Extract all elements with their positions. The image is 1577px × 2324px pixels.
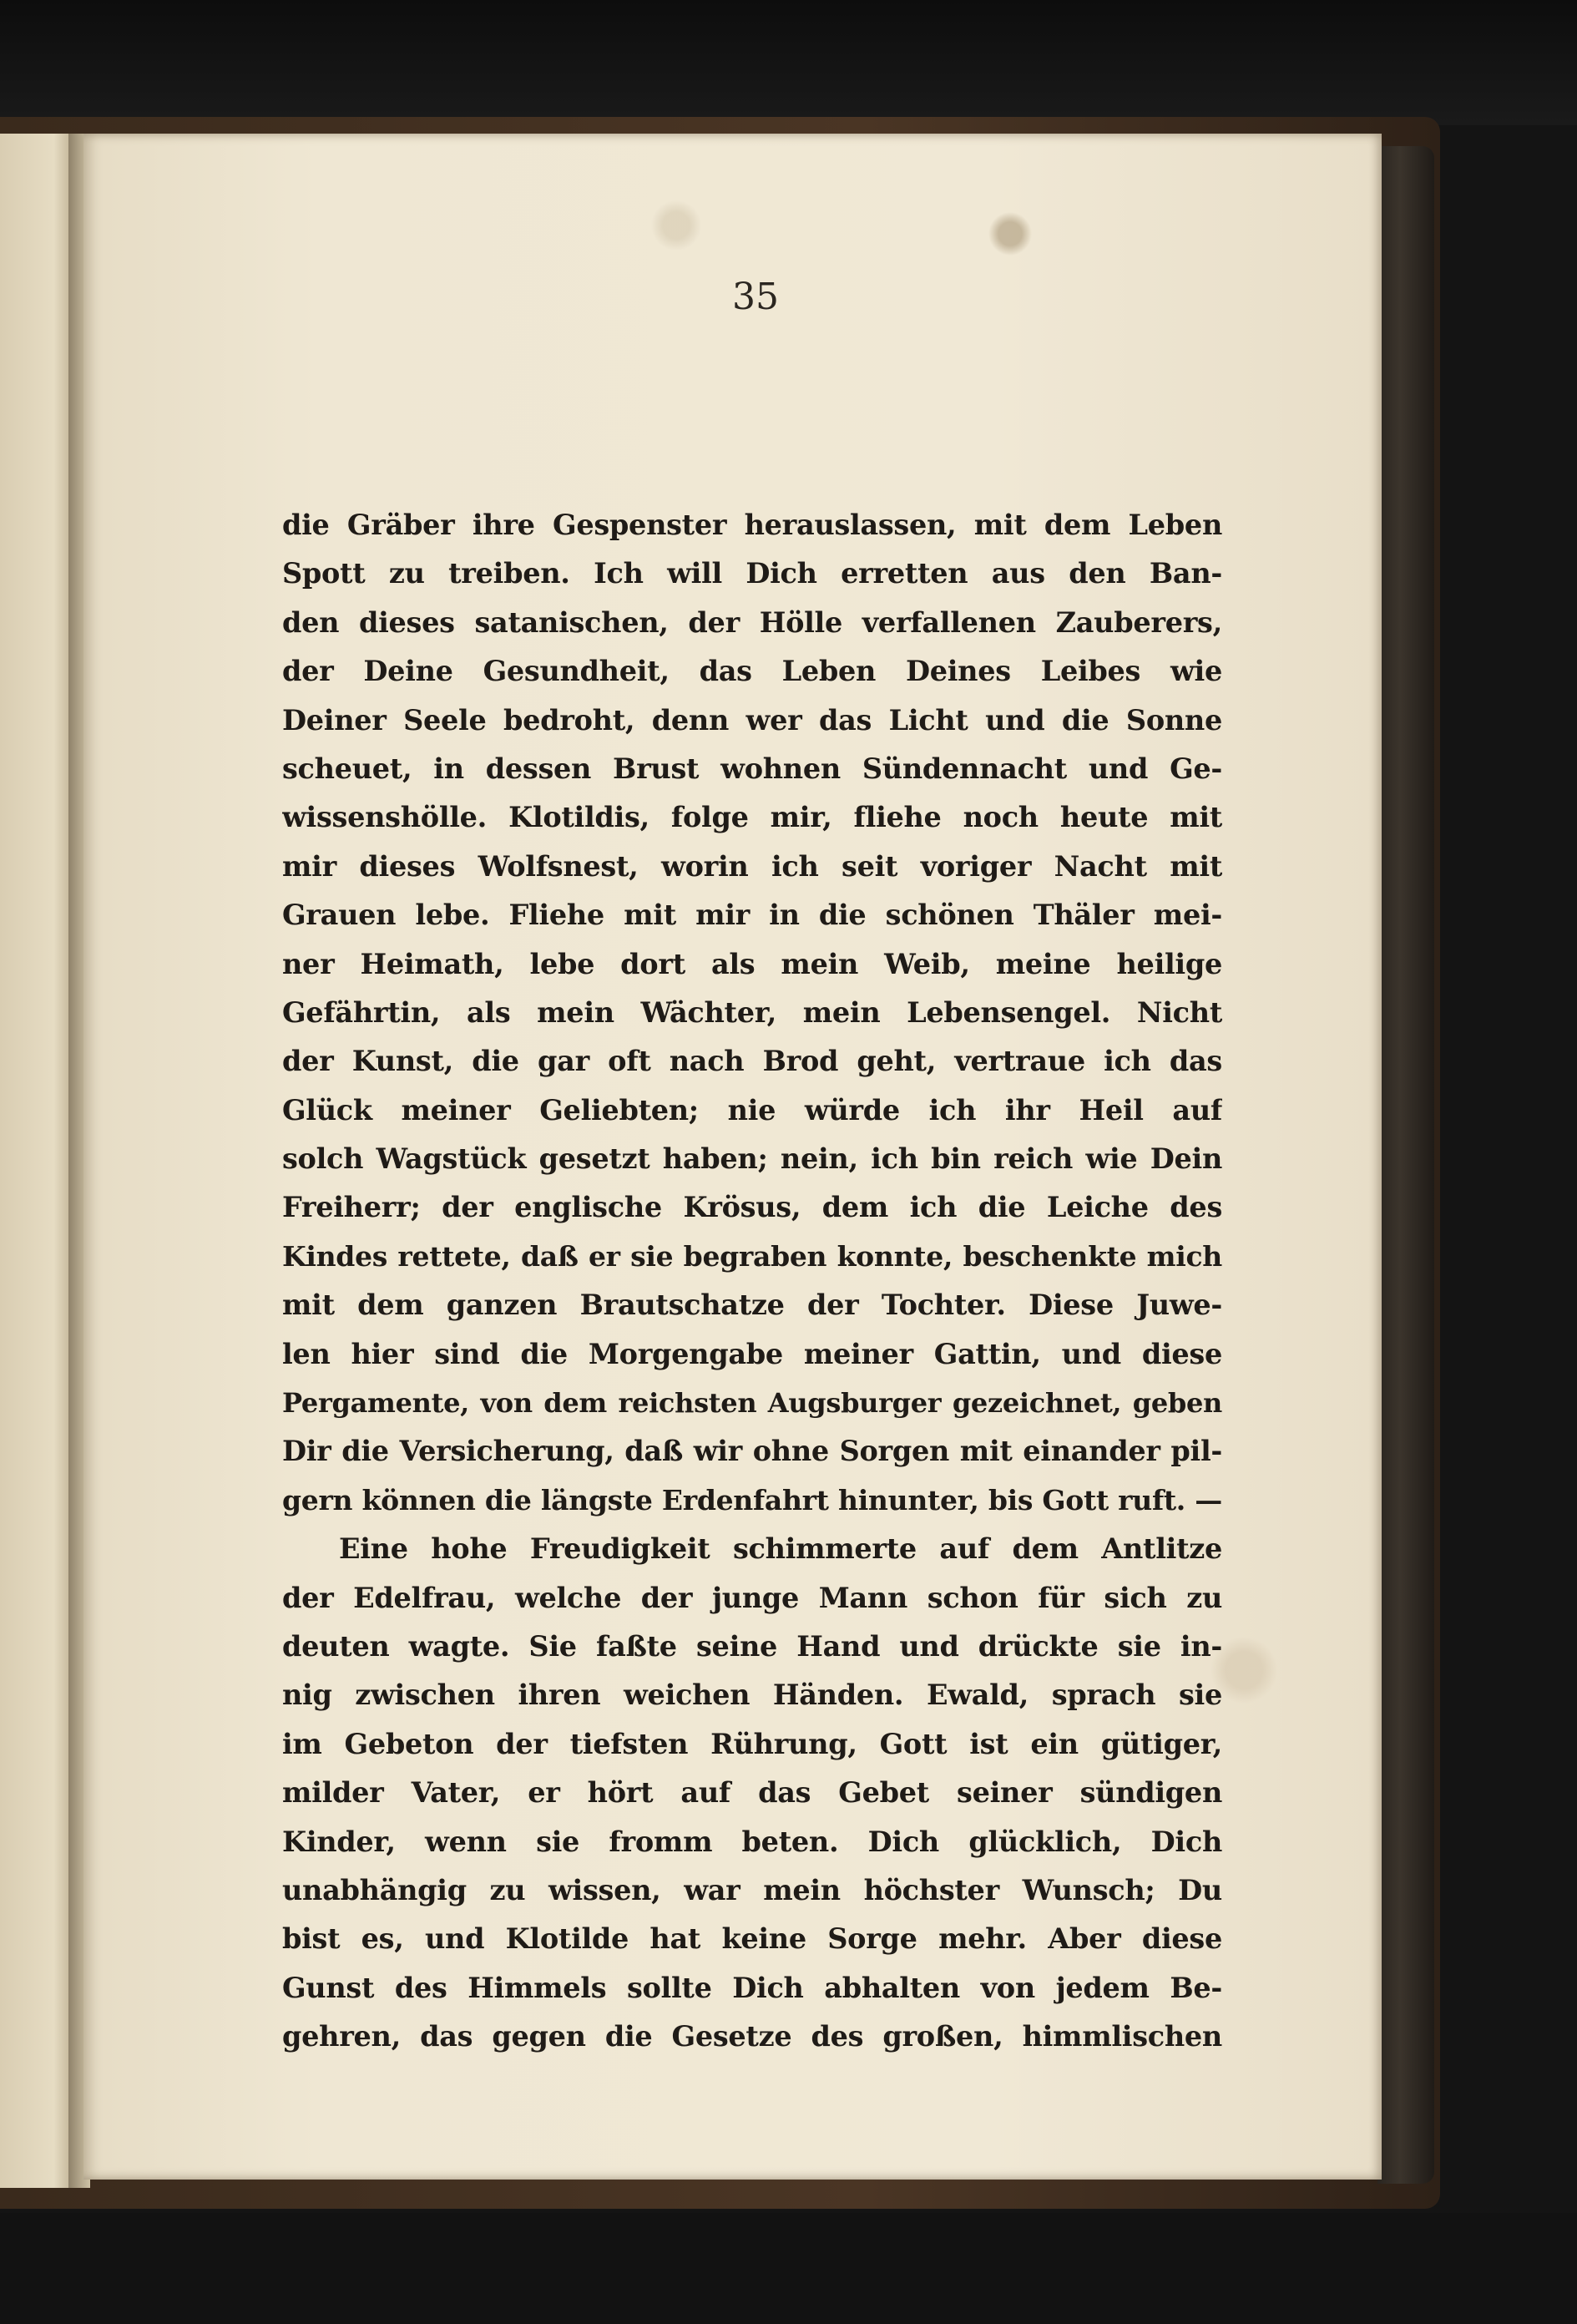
text-line-8: mir dieses Wolfsnest, worin ich seit voriger Nacht mit bbox=[282, 849, 1222, 883]
text-line-17: mit dem ganzen Brautschatze der Tochter. Diese Juwe- bbox=[282, 1289, 1222, 1322]
text-line-5: Deiner Seele bedroht, denn wer das Licht und die Sonne bbox=[282, 703, 1222, 737]
text-line-13: Glück meiner Geliebten; nie würde ich ihr Heil auf bbox=[282, 1093, 1222, 1127]
text-line-9: Grauen lebe. Fliehe mit mir in die schönen Thäler mei- bbox=[282, 899, 1222, 932]
text-line-2: Spott zu treiben. Ich will Dich erretten aus den Ban- bbox=[282, 557, 1222, 590]
text-line-20: Dir die Versicherung, daß wir ohne Sorgen mit einander pil- bbox=[282, 1435, 1222, 1468]
left-page-edge bbox=[0, 134, 77, 2188]
book-page bbox=[83, 134, 1382, 2180]
text-line-11: Gefährtin, als mein Wächter, mein Lebensengel. Nicht bbox=[282, 995, 1222, 1029]
text-line-14: solch Wagstück gesetzt haben; nein, ich bin reich wie Dein bbox=[282, 1142, 1222, 1176]
page-number: 35 bbox=[732, 276, 779, 318]
text-line-16: Kindes rettete, daß er sie begraben konnte, beschenkte mich bbox=[282, 1239, 1222, 1273]
text-line-29: unabhängig zu wissen, war mein höchster Wunsch; Du bbox=[282, 1873, 1222, 1906]
text-line-12: der Kunst, die gar oft nach Brod geht, vertraue ich das bbox=[282, 1045, 1222, 1078]
text-line-10: ner Heimath, lebe dort als mein Weib, meine heilige bbox=[282, 947, 1222, 980]
text-line-19: Pergamente, von dem reichsten Augsburger gezeichnet, geben bbox=[282, 1387, 1222, 1420]
text-line-22: Eine hohe Freudigkeit schimmerte auf dem Antlitze bbox=[339, 1532, 1222, 1566]
text-line-32: gehren, das gegen die Gesetze des großen, himmlischen bbox=[282, 2020, 1222, 2053]
dark-background-bottom bbox=[0, 2213, 1577, 2324]
text-line-31: Gunst des Himmels sollte Dich abhalten von jedem Be- bbox=[282, 1971, 1222, 2004]
text-line-15: Freiherr; der englische Krösus, dem ich die Leiche des bbox=[282, 1191, 1222, 1224]
book-cover-edge bbox=[1377, 146, 1434, 2184]
text-line-30: bist es, und Klotilde hat keine Sorge mehr. Aber diese bbox=[282, 1922, 1222, 1956]
text-line-6: scheuet, in dessen Brust wohnen Sündennacht und Ge- bbox=[282, 752, 1222, 785]
dark-background-top bbox=[0, 0, 1577, 125]
page-text bbox=[282, 501, 1222, 2062]
text-line-18: len hier sind die Morgengabe meiner Gattin, und diese bbox=[282, 1337, 1222, 1370]
text-line-23: der Edelfrau, welche der junge Mann schon für sich zu bbox=[282, 1581, 1222, 1614]
text-line-21: gern können die längste Erdenfahrt hinunter, bis Gott ruft. — bbox=[282, 1483, 1222, 1516]
text-line-25: nig zwischen ihren weichen Händen. Ewald, sprach sie bbox=[282, 1678, 1222, 1712]
text-line-28: Kinder, wenn sie fromm beten. Dich glücklich, Dich bbox=[282, 1825, 1222, 1858]
text-line-26: im Gebeton der tiefsten Rührung, Gott ist ein gütiger, bbox=[282, 1727, 1222, 1760]
text-line-7: wissenshölle. Klotildis, folge mir, fliehe noch heute mit bbox=[282, 801, 1222, 834]
text-line-27: milder Vater, er hört auf das Gebet seiner sündigen bbox=[282, 1776, 1222, 1810]
text-line-4: der Deine Gesundheit, das Leben Deines Leibes wie bbox=[282, 655, 1222, 688]
text-line-3: den dieses satanischen, der Hölle verfallenen Zauberers, bbox=[282, 605, 1222, 639]
text-line-1: die Gräber ihre Gespenster herauslassen, mit dem Leben bbox=[282, 509, 1222, 541]
text-line-24: deuten wagte. Sie faßte seine Hand und drückte sie in- bbox=[282, 1629, 1222, 1663]
